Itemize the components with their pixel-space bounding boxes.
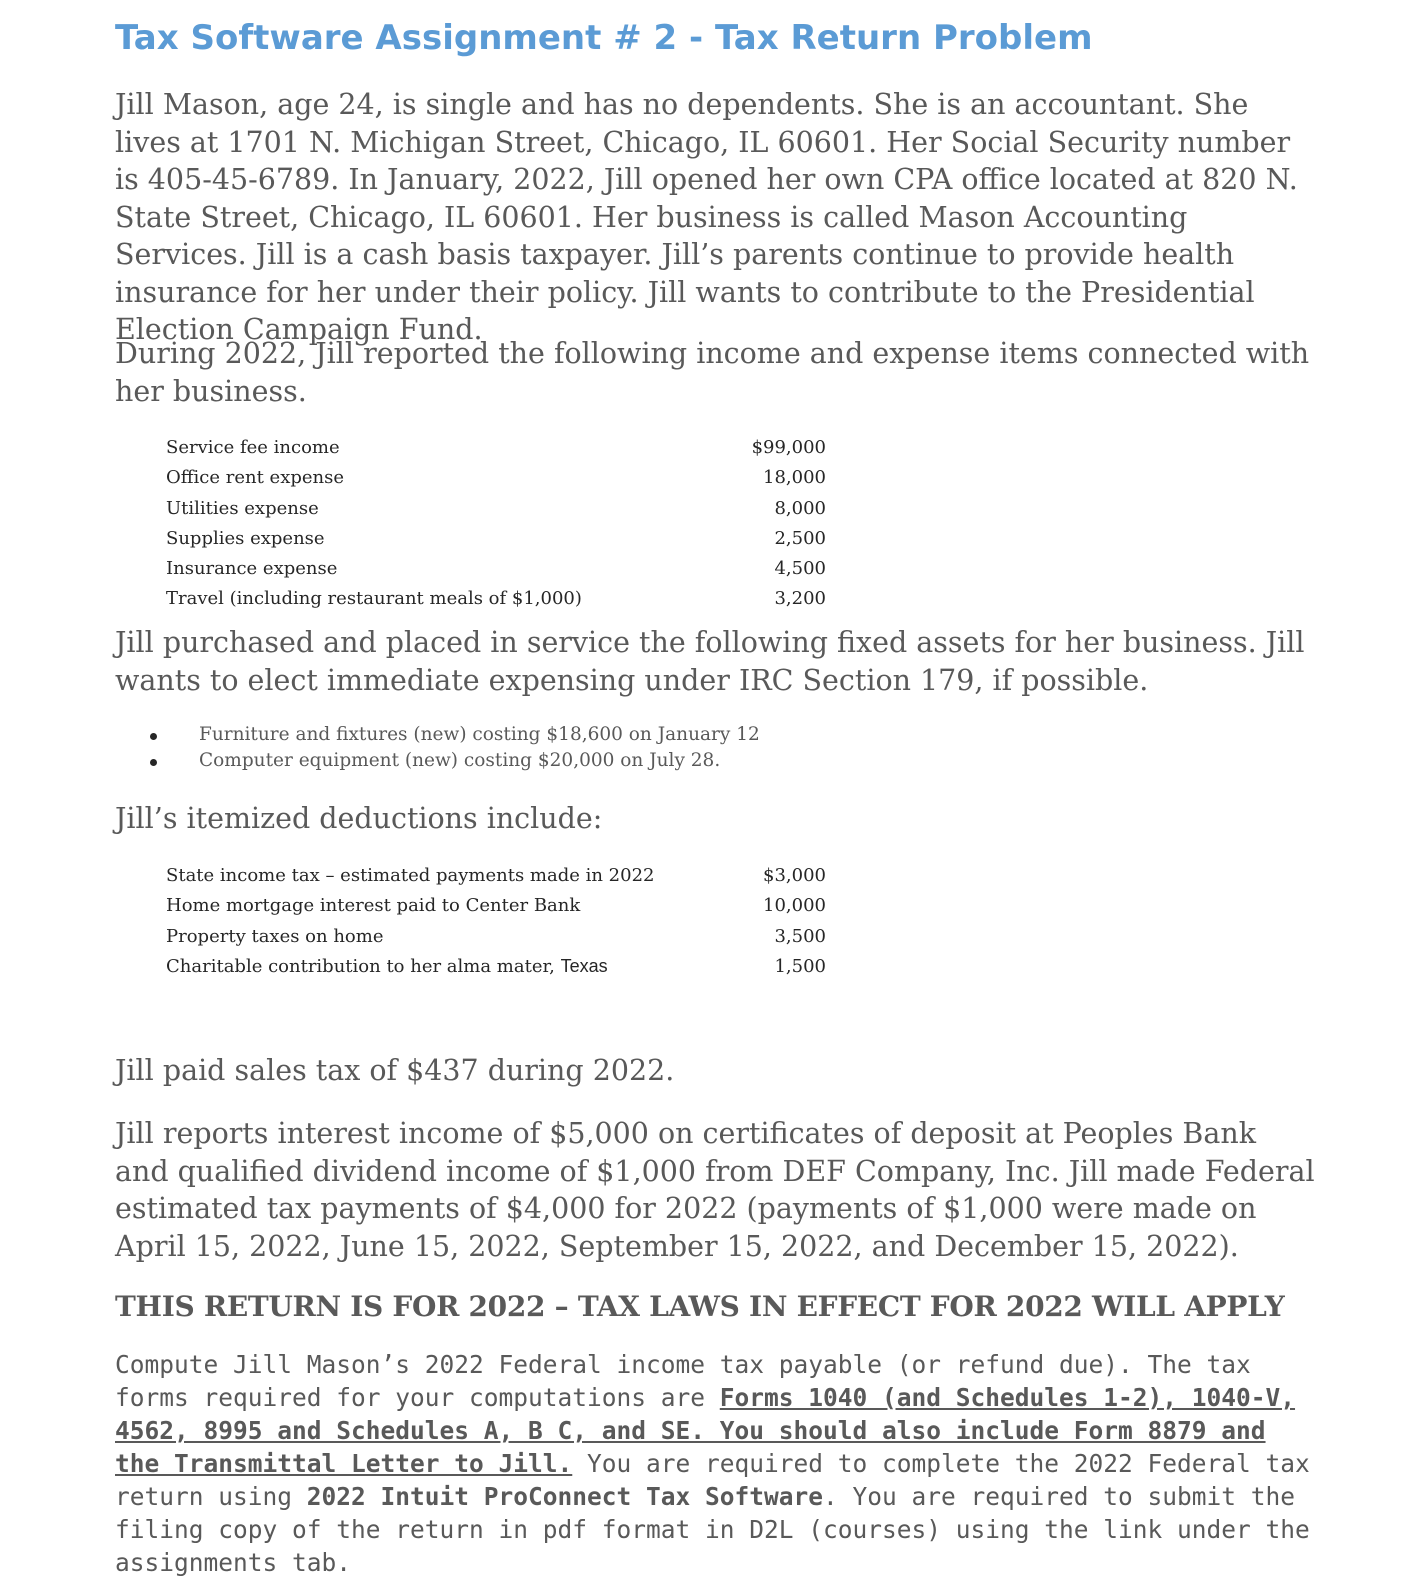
assets-intro: Jill purchased and placed in service the following fixed assets for her business. Jill wants to elect immediate expensing under IRC Section 179, if possible.	[115, 626, 1305, 697]
instructions-text: Compute Jill Mason’s 2022 Federal income tax payable (or refund due). The tax forms required for your computations are	[115, 1350, 1251, 1412]
item-value: 3,200	[774, 588, 826, 610]
item-label-text: Charitable contribution to her alma mater,	[166, 955, 555, 977]
item-label: Insurance expense	[166, 558, 338, 580]
item-value: 10,000	[763, 895, 826, 917]
sales-tax-paragraph: Jill paid sales tax of $437 during 2022.	[115, 1054, 675, 1087]
itemized-table	[166, 865, 826, 986]
table-row	[166, 498, 826, 528]
section-heading: THIS RETURN IS FOR 2022 – TAX LAWS IN EFFECT FOR 2022 WILL APPLY	[115, 1290, 1285, 1323]
item-label-suffix: Texas	[560, 955, 608, 976]
item-label: Service fee income	[166, 437, 340, 458]
table-row	[166, 956, 826, 986]
asset-text: Computer equipment (new) costing $20,000 on July 28.	[199, 749, 721, 771]
item-value: 18,000	[763, 467, 826, 489]
item-label: Utilities expense	[166, 497, 319, 519]
table-row	[166, 558, 826, 588]
bullet-icon	[150, 759, 157, 766]
table-row	[166, 865, 826, 895]
table-row	[166, 528, 826, 558]
page-title: Tax Software Assignment # 2 - Tax Return Problem	[115, 18, 1093, 58]
item-value: 8,000	[774, 497, 826, 519]
business-intro: During 2022, Jill reported the following income and expense items connected with her business.	[115, 337, 1310, 408]
item-value: $3,000	[763, 865, 826, 886]
table-row	[166, 437, 826, 467]
instructions-text: You are required to complete the 2022 Federal tax return using	[115, 1449, 1310, 1511]
item-label: Supplies expense	[166, 527, 325, 549]
table-row	[166, 467, 826, 497]
required-forms: Forms 1040 (and Schedules 1-2), 1040-V, 4562, 8995 and Schedules A, B C, and SE. You should also include Form 8879 and the Transmittal Letter to Jill.	[115, 1383, 1296, 1478]
item-value: 4,500	[774, 558, 826, 580]
table-row	[166, 926, 826, 956]
item-label: State income tax – estimated payments made in 2022	[166, 865, 655, 886]
item-label: Property taxes on home	[166, 925, 384, 947]
item-label: Home mortgage interest paid to Center Bank	[166, 895, 581, 917]
bullet-icon	[150, 733, 157, 740]
item-label: Office rent expense	[166, 467, 345, 489]
item-value: 3,500	[774, 925, 826, 947]
business-items-table	[166, 437, 826, 619]
table-row	[166, 588, 826, 618]
interest-paragraph: Jill reports interest income of $5,000 on certificates of deposit at Peoples Bank and qualified dividend income of $1,000 from DEF Company, Inc. Jill made Federal estimated tax payments of $4,000 for 2022 (payments of $1,000 were made on April 15, 2022, June 15, 2022, September 15, 2022, and December 15, 2022).	[115, 1117, 1315, 1263]
item-value: 2,500	[774, 527, 826, 549]
instructions-paragraph	[115, 1348, 1315, 1579]
item-label: Travel (including restaurant meals of $1,000)	[166, 588, 582, 610]
itemized-intro: Jill’s itemized deductions include:	[115, 802, 603, 835]
item-value: $99,000	[751, 437, 826, 458]
table-row	[166, 895, 826, 925]
item-value: 1,500	[774, 955, 826, 977]
instructions-text: . You are required to submit the filing copy of the return in pdf format in D2L (courses) using the link under the assignments tab.	[115, 1482, 1310, 1577]
item-label	[166, 956, 608, 977]
software-name: 2022 Intuit ProConnect Tax Software	[306, 1482, 824, 1511]
intro-paragraph: Jill Mason, age 24, is single and has no dependents. She is an accountant. She lives at 1701 N. Michigan Street, Chicago, IL 60601. Her Social Security number is 405-45-6789. In January, 2022, Jill opened her own CPA office located at 820 N. State Street, Chicago, IL 60601. Her business is called Mason Accounting Services. Jill is a cash basis taxpayer. Jill’s parents continue to provide health insurance for her under their policy. Jill wants to contribute to the Presidential Election Campaign Fund.	[115, 88, 1298, 346]
asset-text: Furniture and fixtures (new) costing $18,600 on January 12	[199, 724, 760, 745]
